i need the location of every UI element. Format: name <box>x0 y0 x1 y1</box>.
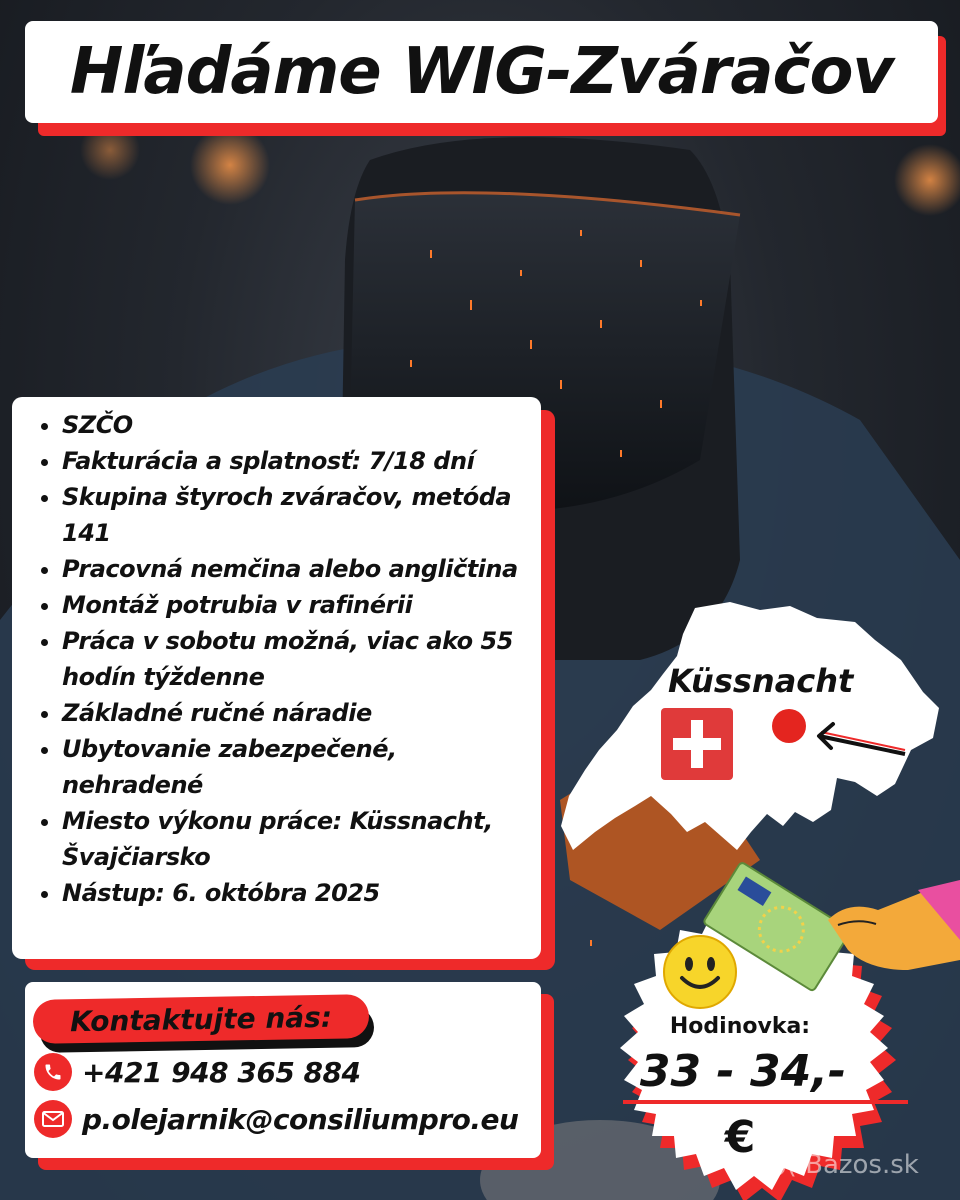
contact-heading <box>33 994 370 1044</box>
watermark-text: Bazos.sk <box>805 1150 919 1180</box>
list-item: • Skupina štyroch zváračov, metóda 141 <box>62 479 527 551</box>
hand-icon <box>818 880 960 990</box>
watermark: ◎( Bazos.sk <box>764 1150 919 1180</box>
list-item: • Základné ručné náradie <box>62 695 527 731</box>
email-row[interactable] <box>34 1100 518 1138</box>
smiley-icon <box>662 934 738 1010</box>
phone-number[interactable]: +421 948 365 884 <box>82 1055 361 1089</box>
list-item: • Nástup: 6. októbra 2025 <box>62 875 527 911</box>
details-card <box>12 397 541 959</box>
pay-value: 33 - 34,- <box>639 1046 847 1097</box>
phone-icon <box>34 1053 72 1091</box>
list-item: • Ubytovanie zabezpečené, nehradené <box>62 731 527 803</box>
contact-heading-text: Kontaktujte nás: <box>69 1000 333 1038</box>
location-dot-icon <box>772 709 806 743</box>
list-item: • Fakturácia a splatnosť: 7/18 dní <box>62 443 527 479</box>
email-address[interactable]: p.olejarnik@consiliumpro.eu <box>82 1102 519 1136</box>
list-item: • SZČO <box>62 407 527 443</box>
location-city: Küssnacht <box>668 662 854 700</box>
title-banner <box>25 21 938 123</box>
mail-icon <box>34 1100 72 1138</box>
list-item: • Pracovná nemčina alebo angličtina <box>62 551 527 587</box>
switzerland-map <box>555 600 950 860</box>
list-item: • Miesto výkonu práce: Küssnacht, Švajčiarsko <box>62 803 527 875</box>
phone-row[interactable] <box>34 1053 361 1091</box>
pay-currency: € <box>724 1112 756 1163</box>
pay-divider <box>623 1100 908 1104</box>
details-list <box>40 407 527 911</box>
pay-label: Hodinovka: <box>669 1014 811 1039</box>
page-title: Hľadáme WIG-Zváračov <box>69 35 894 109</box>
list-item: • Práca v sobotu možná, viac ako 55 hodín týždenne <box>62 623 527 695</box>
list-item: • Montáž potrubia v rafinérii <box>62 587 527 623</box>
